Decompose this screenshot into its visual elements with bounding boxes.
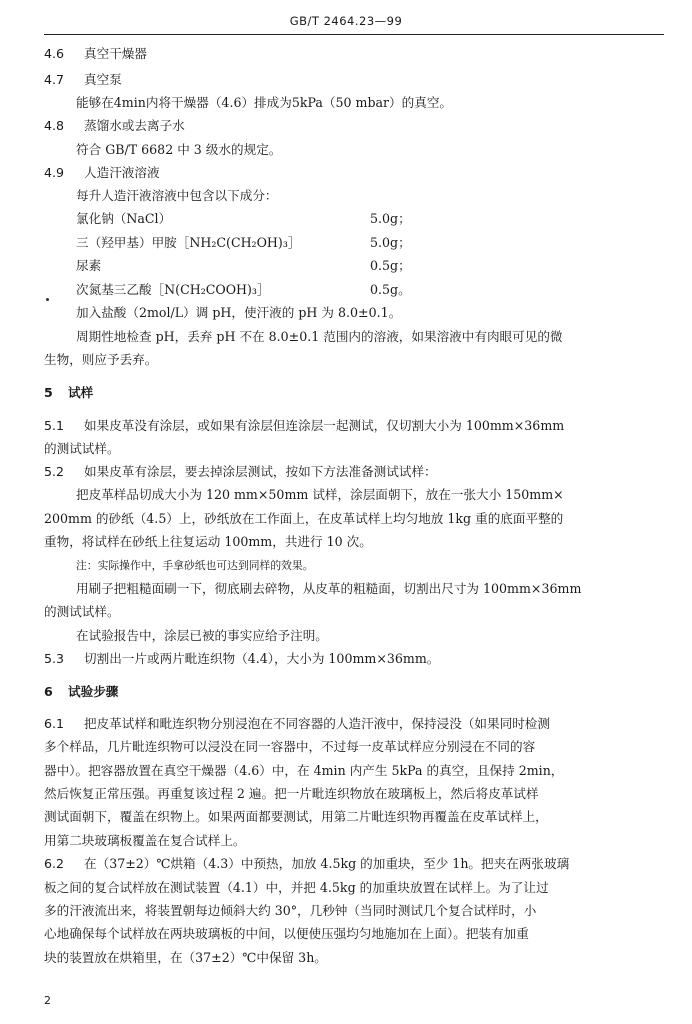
ingredient-amount: 5.0g；	[370, 235, 411, 250]
paragraph-line: 然后恢复正常压强。再重复该过程 2 遍。把一片毗连织物放在玻璃板上，然后将皮革试样	[44, 786, 539, 801]
section-number: 4.9	[44, 165, 65, 180]
paragraph-line: 能够在4min内将干燥器（4.6）排成为5kPa（50 mbar）的真空。	[76, 95, 453, 110]
section-4-7	[44, 72, 122, 88]
section-6	[44, 684, 118, 700]
section-5-2	[44, 464, 437, 480]
section-number: 5.1	[44, 418, 65, 433]
paragraph-line: 生物，则应予丢弃。	[44, 352, 158, 367]
paragraph-line: 多的汗液流出来，将装置朝每边倾斜大约 30°，几秒钟（当同时测试几个复合试样时，小	[44, 903, 537, 918]
paragraph-line: 每升人造汗液溶液中包含以下成分：	[76, 188, 278, 203]
paragraph-line: 加入盐酸（2mol/L）调 pH，使汗液的 pH 为 8.0±0.1。	[76, 305, 402, 320]
paragraph-line: 在试验报告中，涂层已被的事实应给予注明。	[76, 628, 328, 643]
ingredient-amount: 5.0g；	[370, 211, 411, 226]
paragraph-line: 重物，将试样在砂纸上往复运动 100mm，共进行 10 次。	[44, 534, 372, 549]
ingredient-amount: 0.5g。	[370, 282, 411, 297]
section-title: 真空干燥器	[84, 46, 147, 61]
section-title: 试样	[68, 385, 94, 400]
paragraph-line: 的测试试样。	[44, 604, 120, 619]
paragraph-text: 在（37±2）℃烘箱（4.3）中预热，加放 4.5kg 的加重块，至少 1h。把夹在两张玻璃	[84, 856, 570, 871]
section-number: 4.8	[44, 118, 65, 133]
ingredient-name: 尿素	[76, 258, 102, 273]
paragraph-line: 心地确保每个试样放在两块玻璃板的中间，以便使压强均匀地施加在上面）。把装有加重	[44, 926, 529, 941]
scan-speck	[46, 298, 49, 301]
paragraph-line: 符合 GB/T 6682 中 3 级水的规定。	[76, 142, 282, 157]
section-6-2	[44, 856, 569, 872]
ingredient-name: 次氮基三乙酸［N(CH₂COOH)₃］	[76, 282, 270, 297]
paragraph-line: 测试面朝下，覆盖在织物上。如果两面都要测试，用第二片毗连织物再覆盖在皮革试样上，	[44, 809, 548, 824]
paragraph-line: 周期性地检查 pH，丢弃 pH 不在 8.0±0.1 范围内的溶液，如果溶液中有肉眼可见的微	[76, 329, 563, 344]
section-number: 5.2	[44, 464, 65, 479]
section-6-1	[44, 716, 550, 732]
paragraph-line: 块的装置放在烘箱里，在（37±2）℃中保留 3h。	[44, 950, 327, 965]
standard-number-header: GB/T 2464.23—99	[289, 14, 403, 28]
section-number: 6	[44, 684, 53, 699]
paragraph-line: 把皮革样品切成大小为 120 mm×50mm 试样，涂层面朝下，放在一张大小 150mm×	[76, 487, 564, 502]
section-4-6	[44, 46, 147, 62]
paragraph-line: 用第二块玻璃板覆盖在复合试样上。	[44, 833, 246, 848]
paragraph-line: 器中）。把容器放置在真空干燥器（4.6）中，在 4min 内产生 5kPa 的真空，且保持 2min，	[44, 763, 564, 778]
section-number: 6.1	[44, 716, 65, 731]
section-5-1	[44, 418, 564, 434]
paragraph-text: 把皮革试样和毗连织物分别浸泡在不同容器的人造汗液中，保持浸没（如果同时检测	[84, 716, 550, 731]
header-rule	[44, 34, 664, 35]
ingredient-amount: 0.5g；	[370, 258, 411, 273]
paragraph-text: 如果皮革没有涂层，或如果有涂层但连涂层一起测试，仅切割大小为 100mm×36mm	[84, 418, 565, 433]
paragraph-text: 如果皮革有涂层，要去掉涂层测试，按如下方法准备测试试样：	[84, 464, 437, 479]
page-number: 2	[44, 994, 51, 1007]
section-number: 5.3	[44, 651, 65, 666]
section-title: 人造汗液溶液	[84, 165, 160, 180]
paragraph-line: 用刷子把粗糙面刷一下，彻底刷去碎物，从皮革的粗糙面，切割出尺寸为 100mm×36mm	[76, 581, 582, 596]
note-line: 注：实际操作中，手拿砂纸也可达到同样的效果。	[76, 559, 314, 572]
paragraph-line: 板之间的复合试样放在测试装置（4.1）中，并把 4.5kg 的加重块放置在试样上。为了让过	[44, 880, 549, 895]
paragraph-line: 200mm 的砂纸（4.5）上，砂纸放在工作面上，在皮革试样上均匀地放 1kg 重的底面平整的	[44, 511, 564, 526]
section-4-9	[44, 165, 160, 181]
section-number: 6.2	[44, 856, 65, 871]
section-number: 4.6	[44, 46, 65, 61]
ingredient-name: 三（羟甲基）甲胺［NH₂C(CH₂OH)₃］	[76, 235, 301, 250]
section-4-8	[44, 118, 185, 134]
section-title: 真空泵	[84, 72, 122, 87]
section-number: 5	[44, 385, 53, 400]
paragraph-text: 切割出一片或两片毗连织物（4.4），大小为 100mm×36mm。	[84, 651, 440, 666]
section-number: 4.7	[44, 72, 65, 87]
ingredient-name: 氯化钠（NaCl）	[76, 211, 172, 226]
section-title: 蒸馏水或去离子水	[84, 118, 185, 133]
paragraph-line: 的测试试样。	[44, 441, 120, 456]
section-5-3	[44, 651, 439, 667]
section-5	[44, 385, 93, 401]
section-title: 试验步骤	[68, 684, 119, 699]
paragraph-line: 多个样品，几片毗连织物可以浸没在同一容器中，不过每一皮革试样应分别浸在不同的容	[44, 739, 536, 754]
